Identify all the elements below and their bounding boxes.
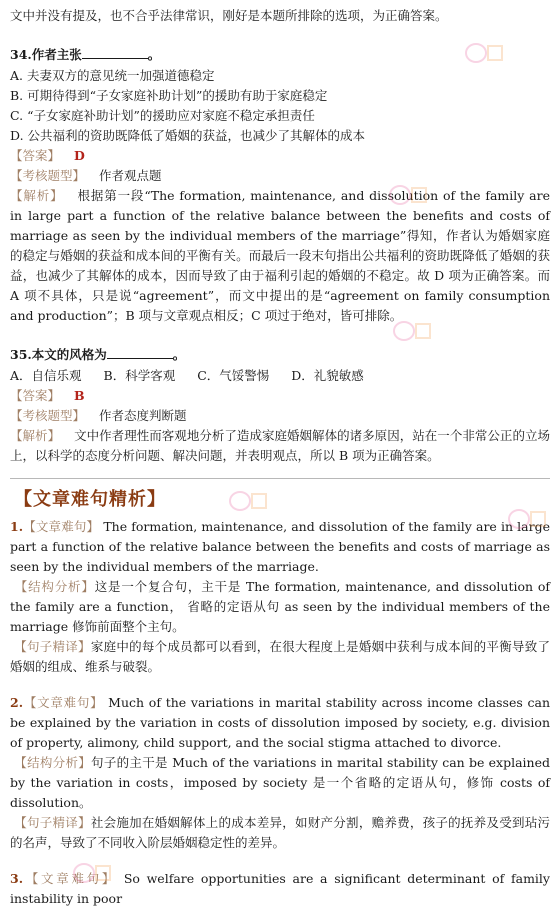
translation-text: 家庭中的每个成员都可以看到，在很大程度上是婚姻中获利与成本间的平衡导致了婚姻的组成、维系与破裂。 (10, 639, 550, 674)
option-d: D．礼貌敏感 (291, 368, 364, 383)
option-c: C．气馁警惕 (197, 368, 270, 383)
structure-tag: 【结构分析】 (14, 755, 92, 770)
hard-tag: 【文章难句】 (23, 695, 104, 710)
translation (10, 813, 550, 853)
analysis-text: 文中作者理性而客观地分析了造成家庭婚姻解体的诸多原因，站在一个非常公正的立场上，以科学的态度分析问题、解决问题，并表明观点，所以 B 项为正确答案。 (10, 428, 550, 463)
answer-tag: 【答案】 (10, 148, 61, 163)
structure-text: 这是一个复合句，主干是 The formation, maintenance, and dissolution of the family are a function， 省略的定语从句 as seen by the individual members of the marriage 修饰前面整个主句。 (10, 579, 550, 634)
question-34-title-text: 34.作者主张 (10, 47, 82, 62)
hard-tag: 【文章难句】 (23, 871, 118, 886)
answer-blank (107, 346, 173, 359)
answer-value: D (74, 148, 85, 163)
answer-tag: 【答案】 (10, 388, 61, 403)
question-34-title (10, 44, 550, 66)
option-b: B．科学客观 (103, 368, 176, 383)
type-value: 作者观点题 (99, 168, 162, 183)
question-35-title (10, 344, 550, 366)
answer-row (10, 386, 550, 406)
section-divider (10, 478, 550, 479)
type-tag: 【考核题型】 (10, 168, 86, 183)
question-35-title-text: 35.本文的风格为 (10, 347, 107, 362)
translation-tag: 【句子精译】 (14, 639, 91, 654)
question-34 (10, 44, 550, 326)
structure-analysis (10, 577, 550, 637)
analysis-tag: 【解析】 (10, 188, 64, 203)
question-35 (10, 344, 550, 466)
section-title: 【文章难句精析】 (14, 489, 166, 510)
sentence-1 (10, 517, 550, 677)
structure-text: 句子的主干是 Much of the variations in marital stability can be explained by the variation in costs，imposed by society 是一个省略的定语从句，修饰 costs of dissolution。 (10, 755, 550, 810)
translation (10, 637, 550, 677)
type-row (10, 406, 550, 426)
option-a: A. 夫妻双方的意见统一加强道德稳定 (10, 68, 215, 83)
answer-value: B (74, 388, 85, 403)
translation-tag: 【句子精译】 (14, 815, 91, 830)
analysis-tag: 【解析】 (10, 428, 61, 443)
hard-text: Much of the variations in marital stability across income classes can be explained by the variation in costs of dissolution imposed by society, e.g. division of property, alimony, child support, and the social stigma attached to divorce. (10, 695, 550, 750)
sentence-number: 1. (10, 519, 24, 534)
intro-line: 文中并没有提及，也不合乎法律常识，刚好是本题所排除的选项，为正确答案。 (10, 8, 448, 23)
analysis-row (10, 186, 550, 326)
hard-sentence (10, 869, 550, 909)
hard-sentence (10, 517, 550, 577)
structure-tag: 【结构分析】 (14, 579, 95, 594)
option-a: A．自信乐观 (10, 368, 82, 383)
type-tag: 【考核题型】 (10, 408, 86, 423)
sentence-number: 2. (10, 695, 24, 710)
hard-sentence (10, 693, 550, 753)
type-row (10, 166, 550, 186)
hard-tag: 【文章难句】 (23, 519, 100, 534)
option-b: B. 可期待得到“子女家庭补助计划”的援助有助于家庭稳定 (10, 88, 328, 103)
translation-text: 社会施加在婚姻解体上的成本差异，如财产分割，赡养费，孩子的抚养及受到玷污的名声，导致了不同收入阶层婚姻稳定性的差异。 (10, 815, 550, 850)
hard-text: The formation, maintenance, and dissolution of the family are in large part a function of the relative balance between the benefits and costs of marriage as seen by the individual members of the marriage. (10, 519, 550, 574)
option-c: C. “子女家庭补助计划”的援助应对家庭不稳定承担责任 (10, 108, 315, 123)
sentence-2 (10, 693, 550, 853)
hard-text: So welfare opportunities are a significant determinant of family instability in poor (10, 871, 550, 906)
sentence-number: 3. (10, 871, 24, 886)
type-value: 作者态度判断题 (99, 408, 187, 423)
question-34-title-end: 。 (147, 47, 161, 62)
analysis-text: 根据第一段“The formation, maintenance, and dissolution of the family are in large part a function of the relative balance between the benefits and costs of marriage as seen by the individual members of the marriage”得知，作者认为婚姻家庭的稳定与婚姻的获益和成本间的平衡有关。而最后一段末句指出公共福利的资助既降低了婚姻的获益，也减少了其解体的成本，因而导致了由于福利引起的婚姻的不稳定。故 D 项为正确答案。而 A 项不具体，只是说“agreement”，而文中提出的是“agreement on family consumption and production”；B 项与文章观点相反；C 项过于绝对，皆可排除。 (10, 188, 550, 323)
options-row (10, 366, 550, 386)
option-d: D. 公共福利的资助既降低了婚姻的获益，也减少了其解体的成本 (10, 128, 366, 143)
analysis-row (10, 426, 550, 466)
answer-blank (82, 46, 148, 59)
answer-row (10, 146, 550, 166)
sentence-3 (10, 869, 550, 909)
question-35-title-end: 。 (172, 347, 186, 362)
structure-analysis (10, 753, 550, 813)
